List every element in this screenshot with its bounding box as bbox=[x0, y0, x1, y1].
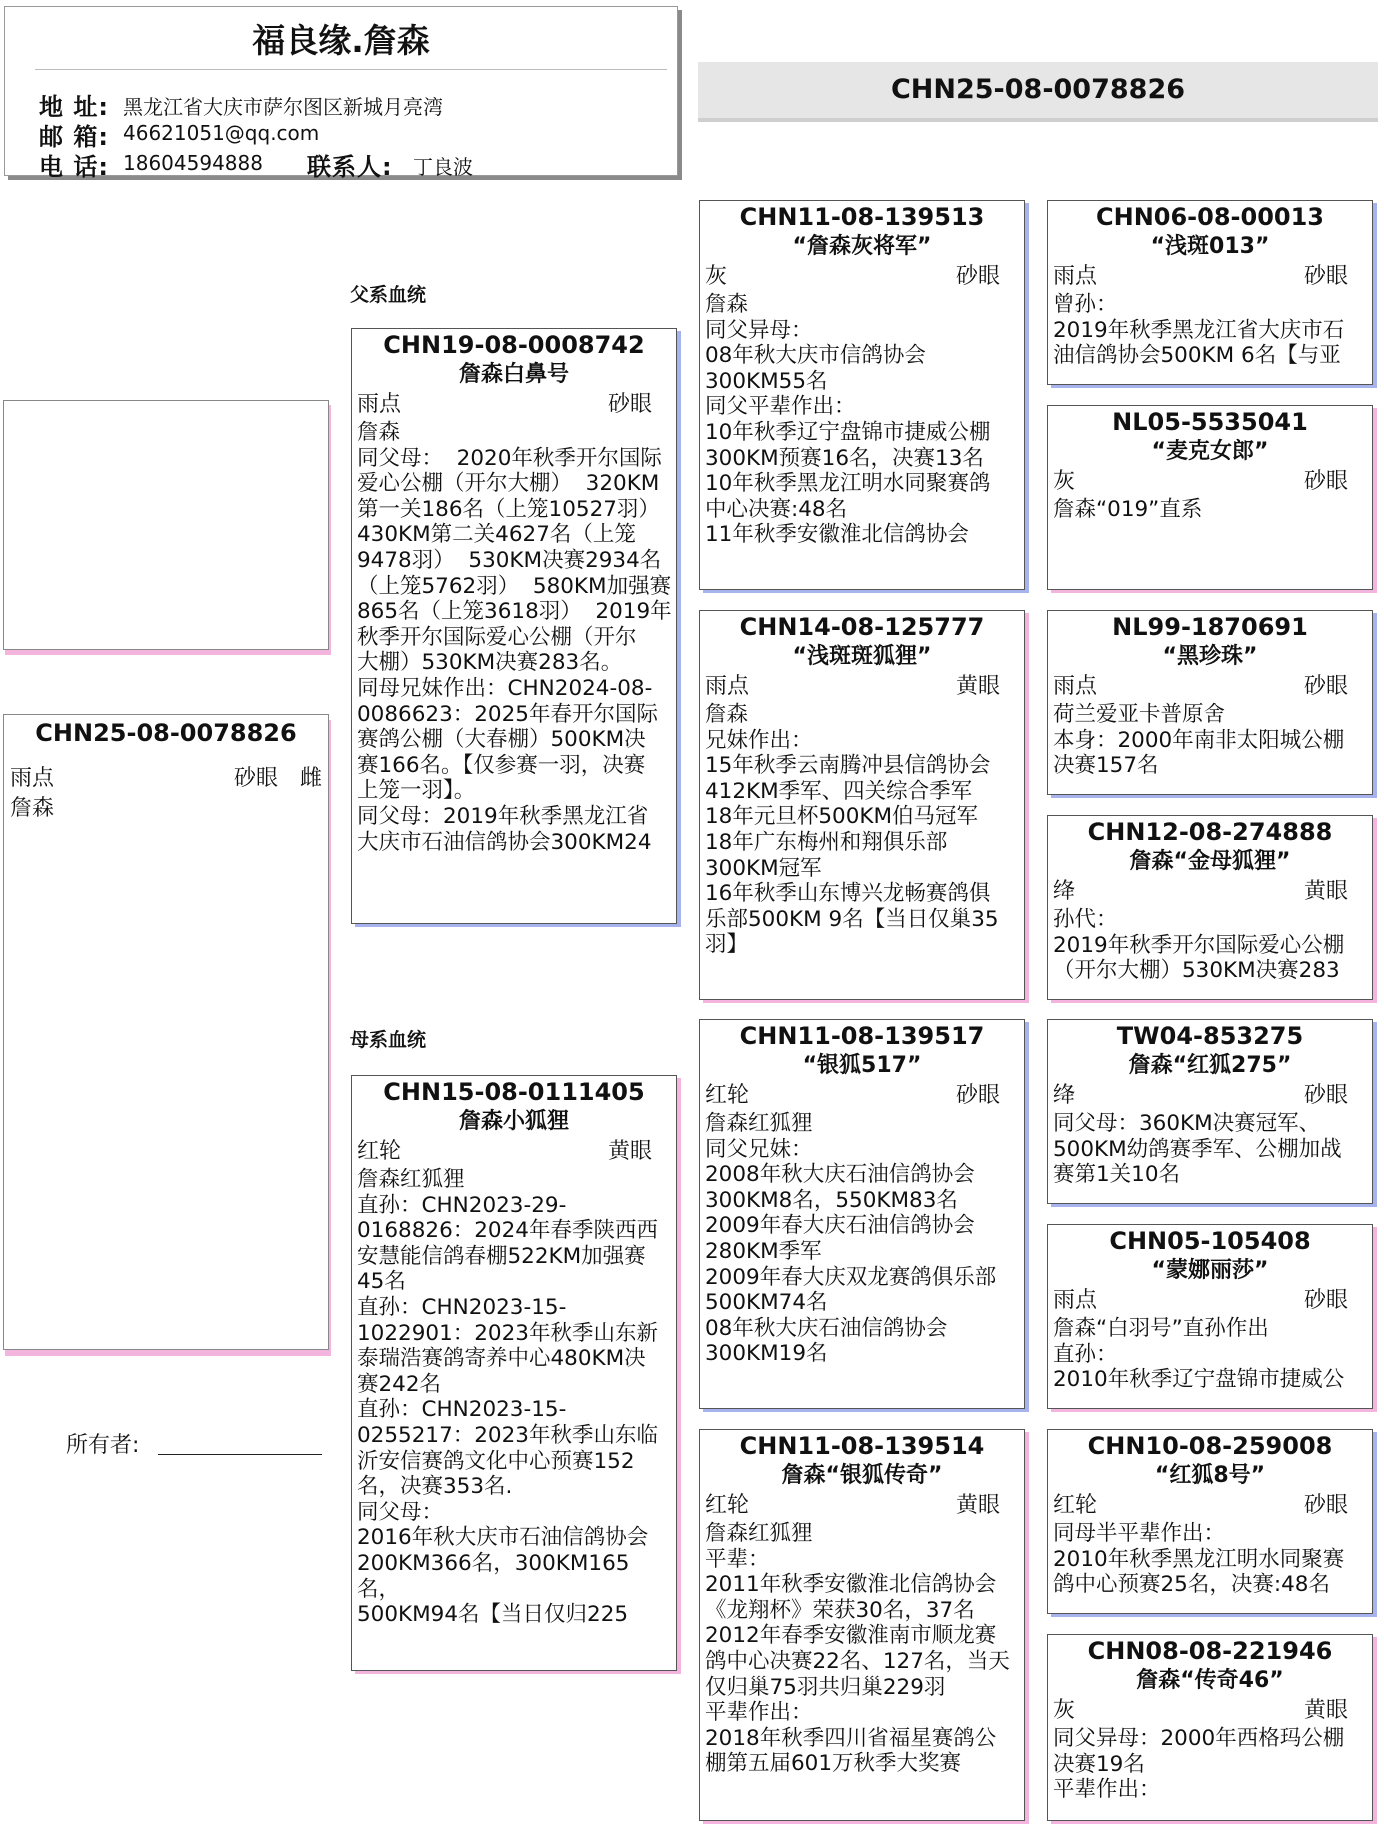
subject-color: 雨点 bbox=[10, 766, 55, 791]
great-grandparent-ring-number: CHN06-08-00013 bbox=[1096, 203, 1324, 231]
great-grandparent-color: 绛 bbox=[1053, 879, 1076, 904]
sire-card bbox=[351, 328, 677, 924]
note-line: 同父平辈作出： bbox=[705, 394, 856, 420]
sire-notes bbox=[352, 420, 676, 855]
grandparent-color: 红轮 bbox=[705, 1493, 750, 1518]
subject-card bbox=[3, 714, 329, 1350]
note-line: 平辈作出： bbox=[705, 1700, 813, 1726]
note-line: 中心决赛:48名 bbox=[705, 496, 848, 522]
owner-signature-line bbox=[158, 1454, 322, 1455]
grandparent-notes bbox=[700, 702, 1024, 958]
note-line: 同父母： 2020年秋季开尔国际 bbox=[357, 445, 662, 471]
great-grandparent-eye: 砂眼 bbox=[1303, 1493, 1348, 1518]
great-grandparent-ring-number: CHN12-08-274888 bbox=[1087, 818, 1333, 846]
note-line: 9478羽） 530KM决赛2934名 bbox=[357, 547, 662, 573]
note-line: 1022901：2023年秋季山东新 bbox=[357, 1320, 658, 1346]
note-line: 2012年春季安徽淮南市顺龙赛 bbox=[705, 1623, 997, 1649]
great-grandparent-color: 红轮 bbox=[1053, 1493, 1098, 1518]
grandparent-ring-number: CHN11-08-139517 bbox=[739, 1022, 985, 1050]
great-grandparent-attributes bbox=[1048, 672, 1372, 702]
great-grandparent-attributes bbox=[1048, 1491, 1372, 1521]
owner-label: 所有者: bbox=[66, 1433, 140, 1458]
note-line: 430KM第二关4627名（上笼 bbox=[357, 522, 636, 548]
great-grandparent-card bbox=[1047, 200, 1373, 385]
grandparent-name: “浅斑斑狐狸” bbox=[792, 644, 932, 669]
grandparent-eye: 砂眼 bbox=[955, 264, 1000, 289]
grandparent-name: 詹森“银狐传奇” bbox=[781, 1463, 943, 1488]
grandparent-notes bbox=[700, 292, 1024, 548]
note-line: 11年秋季安徽淮北信鸽协会 bbox=[705, 522, 969, 548]
grandparent-eye: 砂眼 bbox=[955, 1083, 1000, 1108]
subject-ring-number: CHN25-08-0078826 bbox=[35, 719, 297, 747]
note-line: 第一关186名（上笼10527羽） bbox=[357, 496, 660, 522]
great-grandparent-color: 灰 bbox=[1053, 1698, 1076, 1723]
great-grandparent-name: “红狐8号” bbox=[1154, 1463, 1266, 1488]
note-line: 2010年秋季辽宁盘锦市捷威公 bbox=[1053, 1367, 1345, 1393]
note-line: 詹森“白羽号”直孙作出 bbox=[1053, 1316, 1269, 1341]
grandparent-notes bbox=[700, 1111, 1024, 1367]
pigeon-photo-placeholder bbox=[3, 400, 329, 650]
note-line: 直孙：CHN2023-15- bbox=[357, 1397, 567, 1423]
great-grandparent-ring-number: NL05-5535041 bbox=[1112, 408, 1308, 436]
note-line: 荷兰爱亚卡普原舍 bbox=[1053, 702, 1226, 727]
great-grandparent-eye: 砂眼 bbox=[1303, 469, 1348, 494]
note-line: 300KM55名 bbox=[705, 368, 828, 394]
note-line: 决赛157名 bbox=[1053, 753, 1159, 779]
note-line: 16年秋季山东博兴龙畅赛鸽俱 bbox=[705, 881, 991, 907]
grandparent-color: 灰 bbox=[705, 264, 728, 289]
great-grandparent-color: 绛 bbox=[1053, 1083, 1076, 1108]
note-line: 詹森红狐狸 bbox=[705, 1521, 813, 1546]
great-grandparent-card bbox=[1047, 1429, 1373, 1614]
great-grandparent-name: “黑珍珠” bbox=[1162, 644, 1258, 669]
note-line: 同父兄妹： bbox=[705, 1136, 813, 1162]
note-line: 280KM季军 bbox=[705, 1238, 822, 1264]
note-line: 詹森红狐狸 bbox=[357, 1167, 465, 1192]
grandparent-attributes bbox=[700, 262, 1024, 292]
great-grandparent-color: 雨点 bbox=[1053, 264, 1098, 289]
note-line: （上笼5762羽） 580KM加强赛 bbox=[357, 573, 672, 599]
note-line: 15年秋季云南腾冲县信鸽协会 bbox=[705, 753, 991, 779]
note-line: 决赛19名 bbox=[1053, 1751, 1145, 1777]
note-line: 300KM冠军 bbox=[705, 855, 822, 881]
note-line: 同父异母： bbox=[705, 317, 813, 343]
note-line: 500KM74名 bbox=[705, 1290, 828, 1316]
grandparent-color: 雨点 bbox=[705, 674, 750, 699]
dam-card bbox=[351, 1075, 677, 1671]
great-grandparent-eye: 砂眼 bbox=[1303, 1083, 1348, 1108]
sire-eye: 砂眼 bbox=[607, 392, 652, 417]
great-grandparent-notes bbox=[1048, 907, 1372, 984]
note-line: 0086623：2025年春开尔国际 bbox=[357, 701, 658, 727]
grandparent-ring-number: CHN14-08-125777 bbox=[739, 613, 985, 641]
great-grandparent-ring-number: CHN05-105408 bbox=[1109, 1227, 1311, 1255]
note-line: 0168826：2024年春季陕西西 bbox=[357, 1218, 658, 1244]
subject-sex: 雌 bbox=[300, 766, 323, 791]
note-line: 赛166名。【仅参赛一羽，决赛 bbox=[357, 752, 646, 778]
note-line: 名，决赛353名. bbox=[357, 1474, 513, 1500]
great-grandparent-notes bbox=[1048, 497, 1372, 523]
note-line: 羽】 bbox=[705, 932, 749, 958]
note-line: 赛242名 bbox=[357, 1371, 442, 1397]
great-grandparent-attributes bbox=[1048, 1081, 1372, 1111]
note-line: 18年元旦杯500KM伯马冠军 bbox=[705, 804, 979, 830]
note-line: 鸽中心决赛22名、127名，当天 bbox=[705, 1648, 1010, 1674]
contact-label: 联系人: bbox=[307, 153, 393, 181]
great-grandparent-card bbox=[1047, 815, 1373, 1000]
grandparent-card bbox=[699, 1429, 1025, 1821]
phone-value: 18604594888 bbox=[123, 151, 263, 175]
note-line: 2009年春大庆石油信鸽协会 bbox=[705, 1213, 975, 1239]
dam-color: 红轮 bbox=[357, 1139, 402, 1164]
note-line: 赛鸽公棚（大春棚）500KM决 bbox=[357, 727, 646, 753]
note-line: 同父母：360KM决赛冠军、 bbox=[1053, 1111, 1321, 1136]
email-label: 邮 箱: bbox=[39, 123, 109, 151]
note-line: 仅归巢75羽共归巢229羽 bbox=[705, 1674, 946, 1700]
great-grandparent-color: 雨点 bbox=[1053, 1288, 1098, 1313]
note-line: 鸽中心预赛25名，决赛:48名 bbox=[1053, 1572, 1330, 1598]
note-line: 本身：2000年南非太阳城公棚 bbox=[1053, 727, 1345, 753]
header-divider bbox=[35, 69, 667, 70]
grandparent-attributes bbox=[700, 1081, 1024, 1111]
great-grandparent-notes bbox=[1048, 292, 1372, 369]
note-line: 曾孙： bbox=[1053, 292, 1118, 317]
grandparent-card bbox=[699, 200, 1025, 590]
note-line: 08年秋大庆市信鸽协会 bbox=[705, 343, 926, 369]
note-line: 同母半平辈作出： bbox=[1053, 1521, 1226, 1546]
note-line: （开尔大棚）530KM决赛283 bbox=[1053, 958, 1340, 984]
sire-ring-number: CHN19-08-0008742 bbox=[383, 331, 645, 359]
great-grandparent-color: 灰 bbox=[1053, 469, 1076, 494]
dam-attributes bbox=[352, 1137, 676, 1167]
great-grandparent-attributes bbox=[1048, 1696, 1372, 1726]
great-grandparent-eye: 砂眼 bbox=[1303, 1288, 1348, 1313]
note-line: 2019年秋季黑龙江省大庆市石 bbox=[1053, 317, 1345, 343]
loft-name: 福良缘.詹森 bbox=[252, 21, 430, 60]
great-grandparent-name: “蒙娜丽莎” bbox=[1151, 1258, 1269, 1283]
note-line: 詹森 bbox=[357, 420, 401, 445]
note-line: 0255217：2023年秋季山东临 bbox=[357, 1422, 658, 1448]
note-line: 直孙： bbox=[1053, 1341, 1118, 1367]
note-line: 沂安信赛鸽文化中心预赛152 bbox=[357, 1448, 635, 1474]
grandparent-attributes bbox=[700, 1491, 1024, 1521]
great-grandparent-card bbox=[1047, 1224, 1373, 1409]
great-grandparent-eye: 黄眼 bbox=[1303, 1698, 1348, 1723]
note-line: 300KM预赛16名，决赛13名 bbox=[705, 445, 984, 471]
note-line: 2016年秋大庆市石油信鸽协会 bbox=[357, 1525, 649, 1551]
subject-strain: 詹森 bbox=[10, 796, 55, 821]
note-line: 泰瑞浩赛鸽寄养中心480KM决 bbox=[357, 1346, 646, 1372]
dam-name: 詹森小狐狸 bbox=[458, 1109, 569, 1134]
great-grandparent-name: 詹森“金母狐狸” bbox=[1129, 849, 1291, 874]
dam-eye: 黄眼 bbox=[607, 1139, 652, 1164]
note-line: 詹森 bbox=[705, 702, 749, 727]
subject-eye: 砂眼 bbox=[234, 766, 279, 791]
note-line: 大棚）530KM决赛283名。 bbox=[357, 650, 623, 676]
note-line: 2019年秋季开尔国际爱心公棚 bbox=[1053, 932, 1345, 958]
great-grandparent-notes bbox=[1048, 1726, 1372, 1803]
great-grandparent-card bbox=[1047, 405, 1373, 590]
note-line: 300KM8名，550KM83名 bbox=[705, 1187, 958, 1213]
note-line: 大庆市石油信鸽协会300KM24 bbox=[357, 829, 652, 855]
grandparent-ring-number: CHN11-08-139514 bbox=[739, 1432, 985, 1460]
great-grandparent-color: 雨点 bbox=[1053, 674, 1098, 699]
great-grandparent-eye: 黄眼 bbox=[1303, 879, 1348, 904]
great-grandparent-notes bbox=[1048, 1521, 1372, 1598]
address-label: 地 址: bbox=[39, 93, 109, 121]
note-line: 同父异母：2000年西格玛公棚 bbox=[1053, 1726, 1345, 1751]
dam-line-label: 母系血统 bbox=[350, 1029, 427, 1051]
note-line: 同母兄妹作出：CHN2024-08- bbox=[357, 675, 653, 701]
contact-value: 丁良波 bbox=[413, 155, 473, 179]
sire-line-label: 父系血统 bbox=[350, 284, 427, 306]
note-line: 2009年春大庆双龙赛鸽俱乐部 bbox=[705, 1264, 997, 1290]
grandparent-attributes bbox=[700, 672, 1024, 702]
great-grandparent-ring-number: CHN08-08-221946 bbox=[1087, 1637, 1333, 1665]
great-grandparent-name: “麦克女郎” bbox=[1151, 439, 1269, 464]
grandparent-eye: 黄眼 bbox=[955, 674, 1000, 699]
note-line: 赛第1关10名 bbox=[1053, 1162, 1181, 1188]
grandparent-ring-number: CHN11-08-139513 bbox=[739, 203, 985, 231]
banner-ring-number: CHN25-08-0078826 bbox=[698, 62, 1378, 122]
dam-ring-number: CHN15-08-0111405 bbox=[383, 1078, 645, 1106]
note-line: 直孙：CHN2023-15- bbox=[357, 1294, 567, 1320]
note-line: 10年秋季黑龙江明水同聚赛鸽 bbox=[705, 471, 991, 497]
grandparent-card bbox=[699, 610, 1025, 1000]
phone-label: 电 话: bbox=[39, 153, 109, 181]
great-grandparent-ring-number: CHN10-08-259008 bbox=[1087, 1432, 1333, 1460]
note-line: 200KM366名，300KM165名， bbox=[357, 1550, 630, 1602]
note-line: 《龙翔杯》荣获30名，37名 bbox=[705, 1597, 975, 1623]
note-line: 2018年秋季四川省福星赛鸽公 bbox=[705, 1725, 997, 1751]
grandparent-color: 红轮 bbox=[705, 1083, 750, 1108]
great-grandparent-ring-number: TW04-853275 bbox=[1116, 1022, 1304, 1050]
email-value: 46621051@qq.com bbox=[123, 121, 320, 145]
note-line: 詹森 bbox=[705, 292, 749, 317]
note-line: 兄妹作出： bbox=[705, 727, 813, 753]
note-line: 上笼一羽】。 bbox=[357, 778, 476, 804]
note-line: 同父母：2019年秋季黑龙江省 bbox=[357, 803, 649, 829]
great-grandparent-ring-number: NL99-1870691 bbox=[1112, 613, 1308, 641]
great-grandparent-attributes bbox=[1048, 877, 1372, 907]
sire-attributes bbox=[352, 390, 676, 420]
great-grandparent-card bbox=[1047, 1019, 1373, 1204]
note-line: 500KM94名【当日仅归225 bbox=[357, 1602, 629, 1628]
note-line: 2008年秋大庆石油信鸽协会 bbox=[705, 1162, 975, 1188]
note-line: 18年广东梅州和翔俱乐部 bbox=[705, 829, 948, 855]
great-grandparent-name: 詹森“传奇46” bbox=[1136, 1668, 1284, 1693]
note-line: 10年秋季辽宁盘锦市捷威公棚 bbox=[705, 419, 991, 445]
great-grandparent-notes bbox=[1048, 702, 1372, 779]
note-line: 300KM19名 bbox=[705, 1341, 828, 1367]
grandparent-notes bbox=[700, 1521, 1024, 1777]
subject-attributes bbox=[4, 761, 328, 791]
note-line: 865名（上笼3618羽） 2019年 bbox=[357, 599, 672, 625]
grandparent-name: “银狐517” bbox=[802, 1053, 922, 1078]
note-line: 2010年秋季黑龙江明水同聚赛 bbox=[1053, 1546, 1345, 1572]
loft-header bbox=[4, 6, 678, 181]
note-line: 45名 bbox=[357, 1269, 406, 1295]
note-line: 詹森红狐狸 bbox=[705, 1111, 813, 1136]
note-line: 412KM季军、四关综合季军 bbox=[705, 778, 973, 804]
sire-name: 詹森白鼻号 bbox=[458, 362, 569, 387]
note-line: 08年秋大庆石油信鸽协会 bbox=[705, 1315, 948, 1341]
great-grandparent-eye: 砂眼 bbox=[1303, 264, 1348, 289]
great-grandparent-notes bbox=[1048, 1111, 1372, 1188]
great-grandparent-eye: 砂眼 bbox=[1303, 674, 1348, 699]
note-line: 2011年秋季安徽淮北信鸽协会 bbox=[705, 1572, 997, 1598]
note-line: 平辈作出： bbox=[1053, 1777, 1161, 1803]
dam-notes bbox=[352, 1167, 676, 1628]
note-line: 棚第五届601万秋季大奖赛 bbox=[705, 1751, 962, 1777]
note-line: 直孙：CHN2023-29- bbox=[357, 1192, 567, 1218]
great-grandparent-attributes bbox=[1048, 1286, 1372, 1316]
note-line: 詹森“019”直系 bbox=[1053, 497, 1203, 522]
note-line: 秋季开尔国际爱心公棚（开尔 bbox=[357, 624, 637, 650]
note-line: 乐部500KM 9名【当日仅巢35 bbox=[705, 906, 999, 932]
address-value: 黑龙江省大庆市萨尔图区新城月亮湾 bbox=[123, 95, 443, 119]
great-grandparent-attributes bbox=[1048, 467, 1372, 497]
sire-color: 雨点 bbox=[357, 392, 402, 417]
great-grandparent-name: 詹森“红狐275” bbox=[1128, 1053, 1292, 1078]
note-line: 500KM幼鸽赛季军、公棚加战 bbox=[1053, 1136, 1342, 1162]
note-line: 油信鸽协会500KM 6名【与亚 bbox=[1053, 343, 1341, 369]
note-line: 爱心公棚（开尔大棚） 320KM bbox=[357, 471, 660, 497]
great-grandparent-attributes bbox=[1048, 262, 1372, 292]
note-line: 安慧能信鸽春棚522KM加强赛 bbox=[357, 1243, 646, 1269]
note-line: 孙代： bbox=[1053, 907, 1118, 932]
great-grandparent-card bbox=[1047, 1634, 1373, 1821]
note-line: 平辈： bbox=[705, 1546, 770, 1572]
note-line: 同父母： bbox=[357, 1499, 444, 1525]
great-grandparent-name: “浅斑013” bbox=[1150, 234, 1270, 259]
grandparent-name: “詹森灰将军” bbox=[792, 234, 932, 259]
great-grandparent-notes bbox=[1048, 1316, 1372, 1393]
grandparent-eye: 黄眼 bbox=[955, 1493, 1000, 1518]
grandparent-card bbox=[699, 1019, 1025, 1409]
great-grandparent-card bbox=[1047, 610, 1373, 795]
